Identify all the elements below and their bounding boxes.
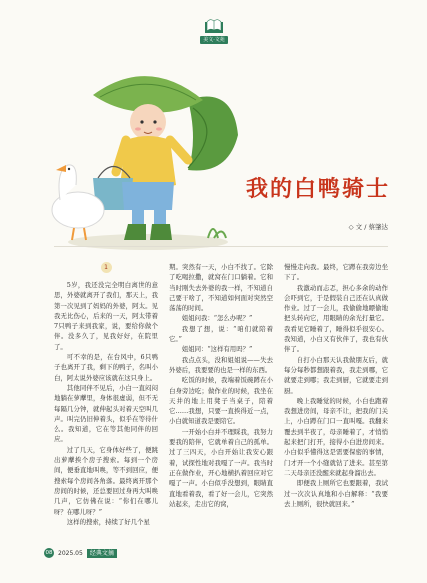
paragraph: 过了几天，它身体好些了，便跳出萝藦挨个房子搜索。每到一个房间，便垂直地叫唤，等不到回应，便搜索每个房间各角落。最终离开那个房间的时候，还总要回过身再大叫唤几声，它仿佛在说：“你们在哪儿呀？在哪儿呀？”: [54, 445, 158, 516]
column-3: [284, 262, 388, 547]
boy-with-goose-illustration: [38, 60, 248, 255]
paragraph: 吃饭的时候，我端着饭碗蹲在小白身旁边吃；做作业的时候，我坐在天井的地上用凳子当桌子，陪着它……我想，只要一直挨得近一点，小白就知道我是要陪它。: [169, 376, 273, 426]
diamond-icon: ◇: [348, 223, 354, 231]
article-body: [54, 262, 388, 547]
column-1: [54, 262, 158, 547]
column-2: [169, 262, 273, 547]
page-footer: [44, 548, 117, 558]
paragraph: 5岁，我还没完全明白离世的意思，外婆就离开了我们，那天上，我第一次见到了妈妈的外婆，阿太。见我无比伤心，后来的一天，阿太带着7只鸭子来到我家，说，要给你做个伴。没多久了，见我好好，在院里了。: [54, 281, 158, 351]
author: 文 / 蔡肇达: [355, 223, 388, 231]
paragraph: 姐姐问我：“怎么办呢？”: [181, 314, 253, 323]
paragraph: 可不幸的是，在台风中，6只鸭子也离开了我，剩下的鸭子，名叫小白，阿太说外婆应该就在这只身上。: [54, 353, 158, 382]
section-number: 1: [54, 262, 158, 274]
paragraph: 姐姐同：“这样有用吗？”: [181, 345, 253, 354]
page-number: 08: [45, 550, 53, 556]
paragraph: 期。突然有一天，小白不找了。它除了吃喝拉撒，就窝在门口躺着。它和当时刚失去外婆的我一样，不知道自己要干啥了，不知道如何面对突然空荡荡的时间。: [169, 263, 273, 313]
paragraph: 我想了想，说：“咱们就陪着它。”: [169, 324, 273, 344]
paragraph: 慢慢走向我。最终，它蹲在我旁边坐下了。: [284, 263, 388, 282]
issue-date: 2025.05: [58, 549, 83, 557]
book-icon: [204, 18, 224, 34]
divider: [54, 246, 388, 247]
paragraph: 其他同伴不见后，小白一直闷闷地躺在萝藦里，身体很虚弱，但不无每隔几分钟，就伸起头对着天空叫几声。叫完仍旧伸着头，似乎在等待什么。我知道，它在等其他同伴的回应。: [54, 383, 158, 444]
paragraph: 一开始小白并不理睬我，我努力要我的陪伴，它就单着自己的孤单。过了三四天，小白开始让我安心跟着，试探性地对我嘎了一声。我当时正在做作业，开心地横扒着回应对它嘎了一声。小白似乎没想到，眼睛直直地看着我，看了好一会儿，它突然站起来，走出它的窝，: [169, 427, 273, 508]
paragraph: 我点点头，没和姐姐说——失去外婆后，我要要的也是一样的东西。: [169, 355, 273, 374]
paragraph: 自打小白那天认我做朋友后，就每分每秒都想跟着我，我走到哪，它就要走到哪；我走到厨，它就要走到厨。: [284, 355, 388, 395]
article-title: 我的白鸭骑士: [245, 177, 390, 202]
paragraph: 这样的搜索，持续了好几个星: [66, 517, 150, 526]
magazine-name: 经典文摘: [87, 549, 117, 558]
paragraph: 晚上我睡觉的时候，小白也跑着我想进房间，母亲不让，把我的门关上，小白蹲在门口一直叫嘎。我翻来覆去到半夜了，母亲睡着了，才悄悄起来把门打开，接得小白进房间来。小白似乎懂得这是需要保密的事情，门才开一个小缝就钻了进来。甚至第二天母亲还没醒来就起身溜出去。: [284, 396, 388, 477]
column-label: 美文·文苑: [200, 36, 228, 44]
paragraph: 即便我上厕所它也要跟着，我试过一次次认真地和小白解释：“我要去上厕所，很快就回来。”: [284, 479, 388, 508]
byline: [300, 222, 388, 231]
paragraph: 我激动而忐忑，担心多余的动作会吓到它，于是假装自己还在认真做作业。过了一会儿，我偷偷地瞟偷地把头转向它，用眼睛的余光打量它。我看见它睡着了，睡得似乎很安心。我知道，小白又有伙伴了，我也有伙伴了。: [284, 283, 388, 354]
section-header: [199, 18, 229, 44]
